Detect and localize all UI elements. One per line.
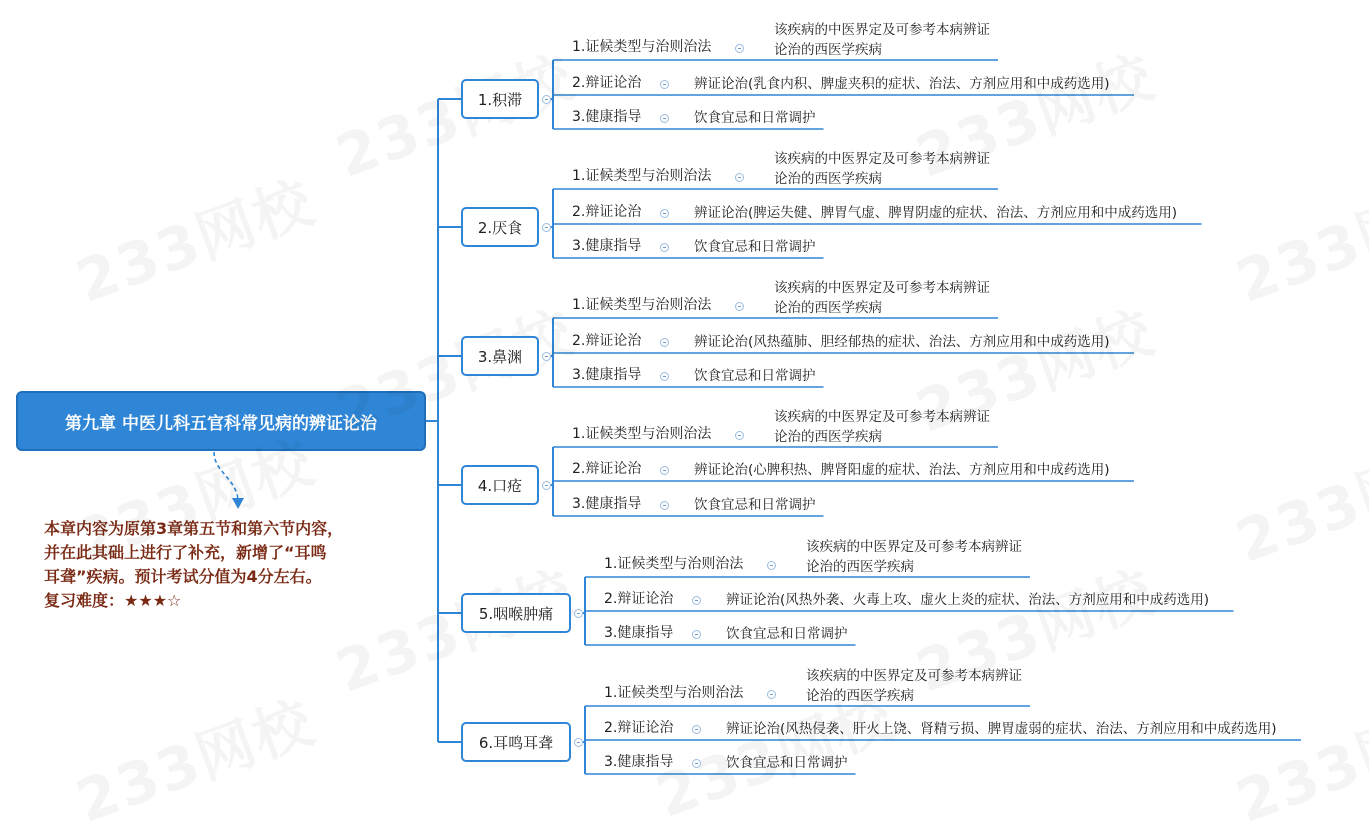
note-line: 耳聋”疾病。预计考试分值为4分左右。 (44, 567, 322, 586)
collapse-toggle-icon[interactable] (542, 95, 551, 104)
topic-label: 6.耳鸣耳聋 (478, 733, 554, 752)
subtopic-label[interactable]: 2.辩证论治 (604, 720, 674, 736)
detail-text: 饮食宜忌和日常调护 (726, 755, 848, 771)
subtopic-label[interactable]: 1.证候类型与治则治法 (572, 426, 712, 442)
collapse-toggle-icon[interactable] (660, 338, 669, 347)
topic-2[interactable] (461, 207, 539, 247)
subtopic-label[interactable]: 2.辩证论治 (604, 591, 674, 607)
subtopic-label[interactable]: 2.辩证论治 (572, 75, 642, 91)
topic-label: 4.口疮 (477, 476, 523, 495)
detail-text: 论治的西医学疾病 (774, 171, 882, 187)
detail-text: 该疾病的中医界定及可参考本病辨证 (774, 151, 990, 167)
collapse-toggle-icon[interactable] (692, 725, 701, 734)
detail-text: 辨证论治(风热外袭、火毒上攻、虚火上炎的症状、治法、方剂应用和中成药选用) (726, 592, 1210, 608)
topic-4[interactable] (461, 465, 539, 505)
detail-text: 论治的西医学疾病 (774, 300, 882, 316)
topic-3[interactable] (461, 336, 539, 376)
subtopic-label[interactable]: 1.证候类型与治则治法 (572, 297, 712, 313)
collapse-toggle-icon[interactable] (735, 173, 744, 182)
subtopic-label[interactable]: 3.健康指导 (572, 109, 642, 125)
detail-text: 辨证论治(脾运失健、脾胃气虚、脾胃阴虚的症状、治法、方剂应用和中成药选用) (694, 205, 1178, 221)
detail-text: 论治的西医学疾病 (806, 688, 914, 704)
collapse-toggle-icon[interactable] (735, 302, 744, 311)
root-topic[interactable] (16, 391, 426, 451)
collapse-toggle-icon[interactable] (767, 690, 776, 699)
detail-text: 论治的西医学疾病 (774, 42, 882, 58)
detail-text: 饮食宜忌和日常调护 (694, 239, 816, 255)
collapse-toggle-icon[interactable] (660, 114, 669, 123)
detail-text: 论治的西医学疾病 (774, 429, 882, 445)
topic-1[interactable] (461, 79, 539, 119)
root-topic-title: 第九章 中医儿科五官科常见病的辨证论治 (65, 413, 377, 434)
collapse-toggle-icon[interactable] (660, 243, 669, 252)
collapse-toggle-icon[interactable] (660, 209, 669, 218)
note-line: 本章内容为原第3章第五节和第六节内容， (44, 519, 344, 538)
chapter-note (44, 517, 404, 613)
subtopic-label[interactable]: 2.辩证论治 (572, 461, 642, 477)
note-arrow-head (232, 498, 244, 509)
collapse-toggle-icon[interactable] (735, 44, 744, 53)
detail-text: 该疾病的中医界定及可参考本病辨证 (774, 280, 990, 296)
detail-text: 该疾病的中医界定及可参考本病辨证 (806, 668, 1022, 684)
topic-label: 5.咽喉肿痛 (478, 604, 554, 623)
collapse-toggle-icon[interactable] (574, 738, 583, 747)
subtopic-label[interactable]: 1.证候类型与治则治法 (572, 39, 712, 55)
detail-text: 该疾病的中医界定及可参考本病辨证 (806, 539, 1022, 555)
detail-text: 饮食宜忌和日常调护 (694, 368, 816, 384)
detail-text: 辨证论治(心脾积热、脾肾阳虚的症状、治法、方剂应用和中成药选用) (694, 462, 1110, 478)
collapse-toggle-icon[interactable] (542, 481, 551, 490)
subtopic-label[interactable]: 1.证候类型与治则治法 (572, 168, 712, 184)
subtopic-label[interactable]: 1.证候类型与治则治法 (604, 556, 744, 572)
collapse-toggle-icon[interactable] (660, 501, 669, 510)
detail-text: 饮食宜忌和日常调护 (694, 497, 816, 513)
collapse-toggle-icon[interactable] (660, 80, 669, 89)
note-line: 并在此其础上进行了补充，新增了“耳鸣 (44, 543, 327, 562)
note-line: 复习难度：★★★☆ (44, 591, 182, 610)
subtopic-label[interactable]: 3.健康指导 (572, 367, 642, 383)
collapse-toggle-icon[interactable] (660, 372, 669, 381)
collapse-toggle-icon[interactable] (542, 223, 551, 232)
topic-5[interactable] (461, 593, 571, 633)
topic-label: 2.厌食 (477, 218, 523, 237)
collapse-toggle-icon[interactable] (574, 609, 583, 618)
subtopic-label[interactable]: 2.辩证论治 (572, 204, 642, 220)
subtopic-label[interactable]: 3.健康指导 (604, 625, 674, 641)
collapse-toggle-icon[interactable] (767, 561, 776, 570)
collapse-toggle-icon[interactable] (692, 759, 701, 768)
subtopic-label[interactable]: 3.健康指导 (604, 754, 674, 770)
topic-6[interactable] (461, 722, 571, 762)
note-arrow-line (214, 452, 238, 500)
collapse-toggle-icon[interactable] (735, 431, 744, 440)
subtopic-label[interactable]: 2.辩证论治 (572, 333, 642, 349)
collapse-toggle-icon[interactable] (660, 466, 669, 475)
detail-text: 该疾病的中医界定及可参考本病辨证 (774, 409, 990, 425)
subtopic-label[interactable]: 3.健康指导 (572, 496, 642, 512)
detail-text: 该疾病的中医界定及可参考本病辨证 (774, 22, 990, 38)
detail-text: 辨证论治(风热蕴肺、胆经郁热的症状、治法、方剂应用和中成药选用) (694, 334, 1110, 350)
collapse-toggle-icon[interactable] (692, 630, 701, 639)
collapse-toggle-icon[interactable] (542, 352, 551, 361)
detail-text: 饮食宜忌和日常调护 (694, 110, 816, 126)
topic-label: 1.积滞 (477, 90, 523, 109)
detail-text: 辨证论治(乳食内积、脾虚夹积的症状、治法、方剂应用和中成药选用) (694, 76, 1110, 92)
subtopic-label[interactable]: 1.证候类型与治则治法 (604, 685, 744, 701)
detail-text: 论治的西医学疾病 (806, 559, 914, 575)
collapse-toggle-icon[interactable] (692, 596, 701, 605)
subtopic-label[interactable]: 3.健康指导 (572, 238, 642, 254)
detail-text: 饮食宜忌和日常调护 (726, 626, 848, 642)
detail-text: 辨证论治(风热侵袭、肝火上饶、肾精亏损、脾胃虚弱的症状、治法、方剂应用和中成药选用) (726, 721, 1277, 737)
topic-label: 3.鼻渊 (477, 347, 523, 366)
